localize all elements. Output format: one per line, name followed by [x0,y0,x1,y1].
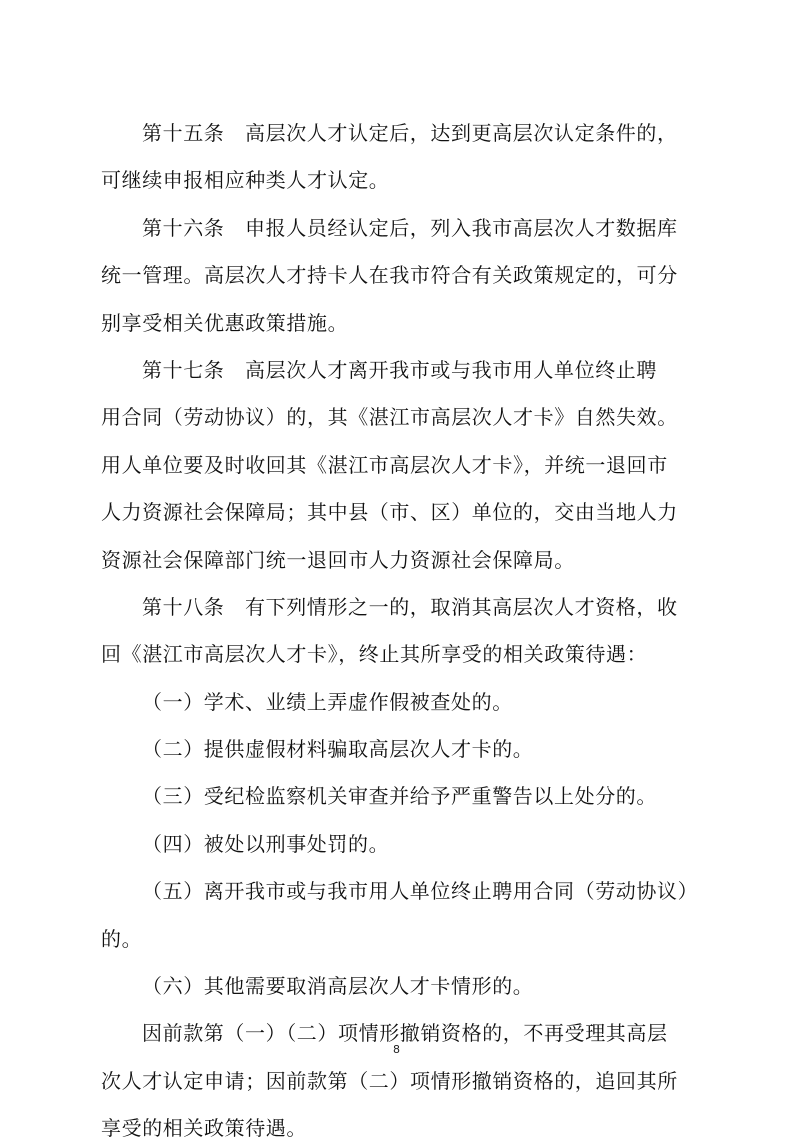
article-18-line-2: 回《湛江市高层次人才卡》，终止其所享受的相关政策待遇： [101,642,648,667]
item-4: （四）被处以刑事处罚的。 [142,831,390,856]
article-17-line-2: 用合同（劳动协议）的，其《湛江市高层次人才卡》自然失效。 [101,405,678,430]
article-17-line-4: 人力资源社会保障局；其中县（市、区）单位的，交由当地人力 [101,500,678,525]
item-6: （六）其他需要取消高层次人才卡情形的。 [142,974,534,999]
item-1: （一）学术、业绩上弄虚作假被查处的。 [142,689,513,714]
item-5-line-1: （五）离开我市或与我市用人单位终止聘用合同（劳动协议） [142,879,699,904]
item-5-line-2: 的。 [101,926,143,951]
page-number: 8 [393,1043,400,1056]
document-body [101,118,699,1143]
closing-paragraph-line-3: 享受的相关政策待遇。 [101,1116,307,1141]
item-3: （三）受纪检监察机关审查并给予严重警告以上处分的。 [142,784,657,809]
article-15-line-2: 可继续申报相应种类人才认定。 [101,168,390,193]
closing-paragraph-line-1: 因前款第（一）（二）项情形撤销资格的，不再受理其高层 [142,1021,668,1046]
article-17-line-1: 第十七条 高层次人才离开我市或与我市用人单位终止聘 [142,357,657,382]
item-2: （二）提供虚假材料骗取高层次人才卡的。 [142,737,534,762]
article-16-line-1: 第十六条 申报人员经认定后，列入我市高层次人才数据库 [142,215,678,240]
article-16-line-3: 别享受相关优惠政策措施。 [101,310,349,335]
closing-paragraph-line-2: 次人才认定申请；因前款第（二）项情形撤销资格的，追回其所 [101,1068,678,1093]
article-16-line-2: 统一管理。高层次人才持卡人在我市符合有关政策规定的，可分 [101,263,678,288]
article-17-line-3: 用人单位要及时收回其《湛江市高层次人才卡》，并统一退回市 [101,452,668,477]
article-15-line-1: 第十五条 高层次人才认定后，达到更高层次认定条件的， [142,121,678,145]
article-18-line-1: 第十八条 有下列情形之一的，取消其高层次人才资格，收 [142,594,678,619]
article-17-line-5: 资源社会保障部门统一退回市人力资源社会保障局。 [101,547,575,572]
